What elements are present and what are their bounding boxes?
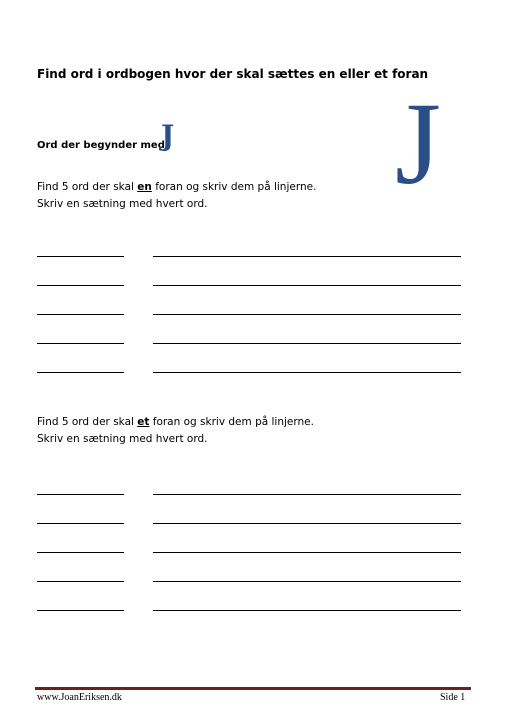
- letter-small: J: [161, 119, 175, 152]
- sentence-line[interactable]: [153, 285, 461, 286]
- word-line[interactable]: [37, 552, 124, 553]
- sentence-line[interactable]: [153, 610, 461, 611]
- word-line[interactable]: [37, 610, 124, 611]
- word-line[interactable]: [37, 285, 124, 286]
- letter-large: J: [395, 78, 441, 209]
- word-line[interactable]: [37, 372, 124, 373]
- word-line[interactable]: [37, 343, 124, 344]
- keyword-et: et: [137, 416, 150, 428]
- page-title: Find ord i ordbogen hvor der skal sættes en eller et foran: [37, 67, 429, 81]
- sentence-line[interactable]: [153, 552, 461, 553]
- sentence-line[interactable]: [153, 523, 461, 524]
- footer-divider: [35, 687, 471, 690]
- section2-instruction-line2: Skriv en sætning med hvert ord.: [37, 433, 208, 445]
- word-line[interactable]: [37, 314, 124, 315]
- section1-instruction-line1: Find 5 ord der skal en foran og skriv dem på linjerne.: [37, 181, 317, 193]
- sentence-line[interactable]: [153, 314, 461, 315]
- sentence-line[interactable]: [153, 581, 461, 582]
- sentence-line[interactable]: [153, 256, 461, 257]
- sentence-line[interactable]: [153, 372, 461, 373]
- word-line[interactable]: [37, 581, 124, 582]
- footer-page-number: Side 1: [440, 692, 466, 703]
- subheading: Ord der begynder med: [37, 140, 165, 151]
- section1-instructions: [37, 179, 316, 213]
- keyword-en: en: [137, 181, 152, 193]
- section2-instructions: [37, 414, 314, 448]
- section1-instruction-line2: Skriv en sætning med hvert ord.: [37, 198, 208, 210]
- word-line[interactable]: [37, 256, 124, 257]
- word-line[interactable]: [37, 523, 124, 524]
- section2-instruction-line1: Find 5 ord der skal et foran og skriv dem på linjerne.: [37, 416, 314, 428]
- sentence-line[interactable]: [153, 343, 461, 344]
- footer-website: www.JoanEriksen.dk: [37, 692, 122, 703]
- sentence-line[interactable]: [153, 494, 461, 495]
- word-line[interactable]: [37, 494, 124, 495]
